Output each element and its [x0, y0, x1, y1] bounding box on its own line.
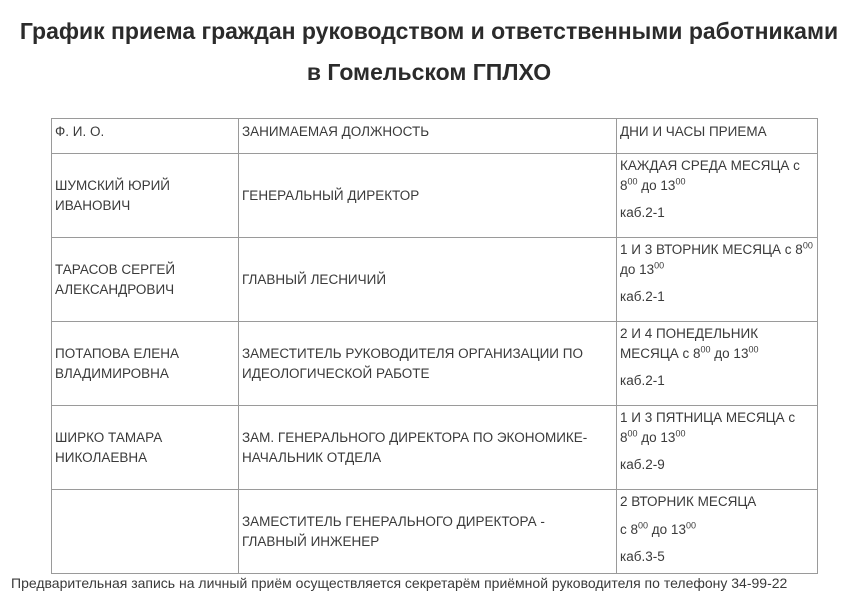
- time-from: 8: [693, 346, 701, 361]
- cell-days: [617, 406, 818, 490]
- time-from-sup: 00: [627, 428, 638, 439]
- time-to-sup: 00: [675, 176, 686, 187]
- cell-name: [52, 490, 239, 574]
- office-number: каб.2-1: [620, 373, 665, 388]
- time-to: до 13: [637, 430, 676, 445]
- time-from-sup: 00: [627, 176, 638, 187]
- days-label: 1 И 3 ВТОРНИК МЕСЯЦА с: [620, 242, 792, 257]
- office-number: каб.2-1: [620, 205, 665, 220]
- time-to: до 13: [637, 178, 676, 193]
- time-from: 8: [620, 178, 628, 193]
- time-from: 8: [630, 522, 639, 537]
- cell-position: ГЕНЕРАЛЬНЫЙ ДИРЕКТОР: [239, 154, 617, 238]
- table-row: [52, 406, 818, 490]
- office-number: каб.2-9: [620, 457, 665, 472]
- days-text: [620, 156, 814, 196]
- time-from-sup: 00: [802, 240, 813, 251]
- cell-name: ШИРКО ТАМАРА НИКОЛАЕВНА: [52, 406, 239, 490]
- days-text: [620, 240, 814, 280]
- cell-name: ПОТАПОВА ЕЛЕНА ВЛАДИМИРОВНА: [52, 322, 239, 406]
- table-row: [52, 322, 818, 406]
- cell-days: [617, 322, 818, 406]
- title-line-2: в Гомельском ГПЛХО: [306, 59, 552, 85]
- days-label: КАЖДАЯ СРЕДА МЕСЯЦА с: [620, 158, 800, 173]
- days-time: [620, 520, 814, 540]
- time-to-sup: 00: [748, 344, 759, 355]
- table-row: [52, 238, 818, 322]
- days-label: 2 И 4 ПОНЕДЕЛЬНИК МЕСЯЦА с: [620, 326, 759, 361]
- table-header-row: [52, 119, 818, 154]
- header-name: Ф. И. О.: [52, 119, 239, 154]
- table-row: [52, 490, 818, 574]
- reception-schedule-table: [51, 118, 818, 574]
- time-to: до 13: [620, 262, 655, 277]
- days-label: 2 ВТОРНИК МЕСЯЦА: [620, 494, 757, 509]
- cell-position: ЗАМЕСТИТЕЛЬ ГЕНЕРАЛЬНОГО ДИРЕКТОРА - ГЛАВНЫЙ ИНЖЕНЕР: [239, 490, 617, 574]
- office-number: каб.3-5: [620, 549, 665, 564]
- cell-position: ЗАМЕСТИТЕЛЬ РУКОВОДИТЕЛЯ ОРГАНИЗАЦИИ ПО ИДЕОЛОГИЧЕСКОЙ РАБОТЕ: [239, 322, 617, 406]
- time-from-sup: 00: [638, 520, 649, 531]
- time-from-sup: 00: [700, 344, 711, 355]
- time-to: до 13: [710, 346, 749, 361]
- header-days: ДНИ И ЧАСЫ ПРИЕМА: [617, 119, 818, 154]
- time-to-sup: 00: [654, 260, 665, 271]
- days-label: 1 И 3 ПЯТНИЦА МЕСЯЦА с: [620, 410, 796, 425]
- cell-position: ГЛАВНЫЙ ЛЕСНИЧИЙ: [239, 238, 617, 322]
- time-from: 8: [795, 242, 803, 257]
- office-number: каб.2-1: [620, 289, 665, 304]
- cell-days: [617, 154, 818, 238]
- cell-position: ЗАМ. ГЕНЕРАЛЬНОГО ДИРЕКТОРА ПО ЭКОНОМИКЕ-НАЧАЛЬНИК ОТДЕЛА: [239, 406, 617, 490]
- title-line-1: График приема граждан руководством и ответственными работниками: [19, 18, 839, 44]
- time-to: до 13: [648, 522, 686, 537]
- cell-name: ШУМСКИЙ ЮРИЙ ИВАНОВИЧ: [52, 154, 239, 238]
- time-from: 8: [620, 430, 628, 445]
- page-title: [0, 11, 858, 93]
- header-position: ЗАНИМАЕМАЯ ДОЛЖНОСТЬ: [239, 119, 617, 154]
- cell-days: [617, 490, 818, 574]
- days-second-prefix: с: [620, 522, 631, 537]
- cell-name: ТАРАСОВ СЕРГЕЙ АЛЕКСАНДРОВИЧ: [52, 238, 239, 322]
- days-text: [620, 408, 814, 448]
- cell-days: [617, 238, 818, 322]
- table-row: [52, 154, 818, 238]
- footer-note: Предварительная запись на личный приём осуществляется секретарём приёмной руководителя по телефону 34-99-22: [11, 575, 788, 591]
- time-to-sup: 00: [685, 520, 696, 531]
- days-text: [620, 324, 814, 364]
- time-to-sup: 00: [675, 428, 686, 439]
